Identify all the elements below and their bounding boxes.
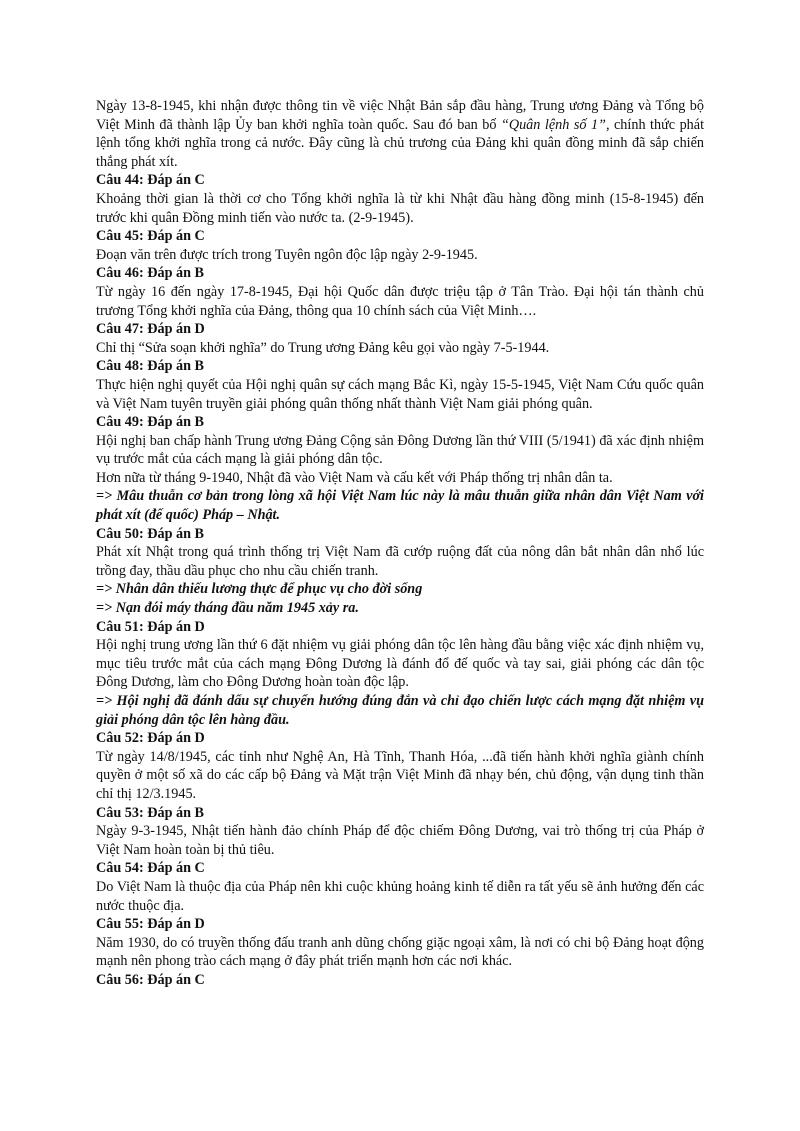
answer-paragraph: Từ ngày 14/8/1945, các tỉnh như Nghệ An, Hà Tĩnh, Thanh Hóa, ...đã tiến hành khởi nghĩa giành chính quyền ở một số xã do các cấp bộ Đảng và Mặt trận Việt Minh đã nhạy bén, chủ động, vận dụng tinh thần chỉ thị 12/3.1945.	[96, 748, 704, 802]
answer-conclusion: => Nhân dân thiếu lương thực để phục vụ cho đời sống	[96, 581, 423, 598]
answer-block	[96, 227, 704, 264]
answer-heading: Câu 56: Đáp án C	[96, 971, 205, 988]
document-page	[96, 97, 704, 990]
answer-paragraph: Hội nghị ban chấp hành Trung ương Đảng Cộng sản Đông Dương lần thứ VIII (5/1941) đã xác định nhiệm vụ trước mắt của cách mạng là giải phóng dân tộc.	[96, 432, 704, 468]
intro-text-end: chính thức phát lệnh tổng khởi nghĩa trong cả nước. Đây cũng là chủ trương của Đảng khi quân đồng minh đã sắp chiến thắng phát xít.	[96, 116, 705, 170]
answer-block	[96, 264, 704, 320]
answer-block	[96, 413, 704, 525]
answer-block	[96, 525, 704, 618]
answer-heading: Câu 51: Đáp án D	[96, 618, 205, 635]
answer-paragraph: Do Việt Nam là thuộc địa của Pháp nên khi cuộc khủng hoảng kinh tế diễn ra tất yếu sẽ ảnh hưởng đến các nước thuộc địa.	[96, 878, 704, 914]
answer-block	[96, 171, 704, 227]
intro-italic-quote: “Quân lệnh số 1”,	[500, 116, 610, 133]
answer-conclusion: => Mâu thuẫn cơ bản trong lòng xã hội Việt Nam lúc này là mâu thuẫn giữa nhân dân Việt Nam với phát xít (đế quốc) Pháp – Nhật.	[96, 488, 704, 524]
intro-text-start: Ngày 13-8-1945, khi nhận được thông tin về việc Nhật Bản sắp đầu hàng, Trung ương Đảng và Tổng bộ Việt Minh đã thành lập Ủy ban khởi nghĩa toàn quốc. Sau đó ban bố	[96, 98, 704, 133]
answer-paragraph: Chỉ thị “Sửa soạn khởi nghĩa” do Trung ương Đảng kêu gọi vào ngày 7-5-1944.	[96, 339, 550, 356]
answer-heading: Câu 49: Đáp án B	[96, 414, 205, 431]
answer-block	[96, 804, 704, 860]
answer-heading: Câu 50: Đáp án B	[96, 525, 205, 542]
answer-paragraph: Hơn nữa từ tháng 9-1940, Nhật đã vào Việt Nam và cấu kết với Pháp thống trị nhân dân ta.	[96, 469, 613, 486]
answer-paragraph: Thực hiện nghị quyết của Hội nghị quân sự cách mạng Bắc Kì, ngày 15-5-1945, Việt Nam Cứu quốc quân và Việt Nam tuyên truyền giải phóng quân thống nhất thành Việt Nam giải phóng quân.	[96, 376, 704, 412]
answer-heading: Câu 48: Đáp án B	[96, 358, 205, 375]
answer-heading: Câu 44: Đáp án C	[96, 172, 205, 189]
answer-paragraph: Ngày 9-3-1945, Nhật tiến hành đảo chính Pháp để độc chiếm Đông Dương, vai trò thống trị của Pháp ở Việt Nam hoàn toàn bị thủ tiêu.	[96, 823, 704, 858]
answer-paragraph: Hội nghị trung ương lần thứ 6 đặt nhiệm vụ giải phóng dân tộc lên hàng đầu bằng việc xác định nhiệm vụ, mục tiêu trước mắt của cách mạng Đông Dương là đánh đổ đế quốc và tay sai, giải phóng các dân tộc Đông Dương, làm cho Đông Dương hoàn toàn độc lập.	[96, 637, 704, 691]
answer-block	[96, 971, 704, 990]
answer-heading: Câu 52: Đáp án D	[96, 730, 205, 747]
answer-heading: Câu 55: Đáp án D	[96, 916, 205, 933]
answer-paragraph: Từ ngày 16 đến ngày 17-8-1945, Đại hội Quốc dân được triệu tập ở Tân Trào. Đại hội tán thành chủ trương Tổng khởi nghĩa của Đảng, thông qua 10 chính sách của Việt Minh….	[96, 283, 704, 319]
answer-block	[96, 618, 704, 730]
answer-heading: Câu 54: Đáp án C	[96, 860, 205, 877]
answer-block	[96, 320, 704, 357]
answer-paragraph: Đoạn văn trên được trích trong Tuyên ngôn độc lập ngày 2-9-1945.	[96, 246, 478, 263]
answer-heading: Câu 53: Đáp án B	[96, 804, 205, 821]
answer-conclusion: => Hội nghị đã đánh dấu sự chuyển hướng đúng đắn và chỉ đạo chiến lược cách mạng đặt nhiệm vụ giải phóng dân tộc lên hàng đầu.	[96, 693, 704, 728]
answer-paragraph: Phát xít Nhật trong quá trình thống trị Việt Nam đã cướp ruộng đất của nông dân bắt nhân dân nhổ lúc trồng đay, thầu dầu phục cho nhu cầu chiến tranh.	[96, 544, 704, 579]
answer-paragraph: Năm 1930, do có truyền thống đấu tranh anh dũng chống giặc ngoại xâm, là nơi có chi bộ Đảng hoạt động mạnh nên phong trào cách mạng ở đây phát triển mạnh hơn các nơi khác.	[96, 934, 704, 970]
answer-heading: Câu 47: Đáp án D	[96, 321, 205, 338]
answer-block	[96, 729, 704, 803]
answer-heading: Câu 45: Đáp án C	[96, 228, 205, 245]
answer-list	[96, 171, 704, 989]
answer-heading: Câu 46: Đáp án B	[96, 265, 205, 282]
answer-block	[96, 859, 704, 915]
answer-conclusion: => Nạn đói máy tháng đầu năm 1945 xảy ra.	[96, 600, 359, 617]
answer-block	[96, 915, 704, 971]
answer-block	[96, 357, 704, 413]
answer-paragraph: Khoảng thời gian là thời cơ cho Tổng khởi nghĩa là từ khi Nhật đầu hàng đồng minh (15-8-1945) đến trước khi quân Đồng minh tiến vào nước ta. (2-9-1945).	[96, 190, 704, 226]
intro-paragraph	[96, 97, 704, 171]
